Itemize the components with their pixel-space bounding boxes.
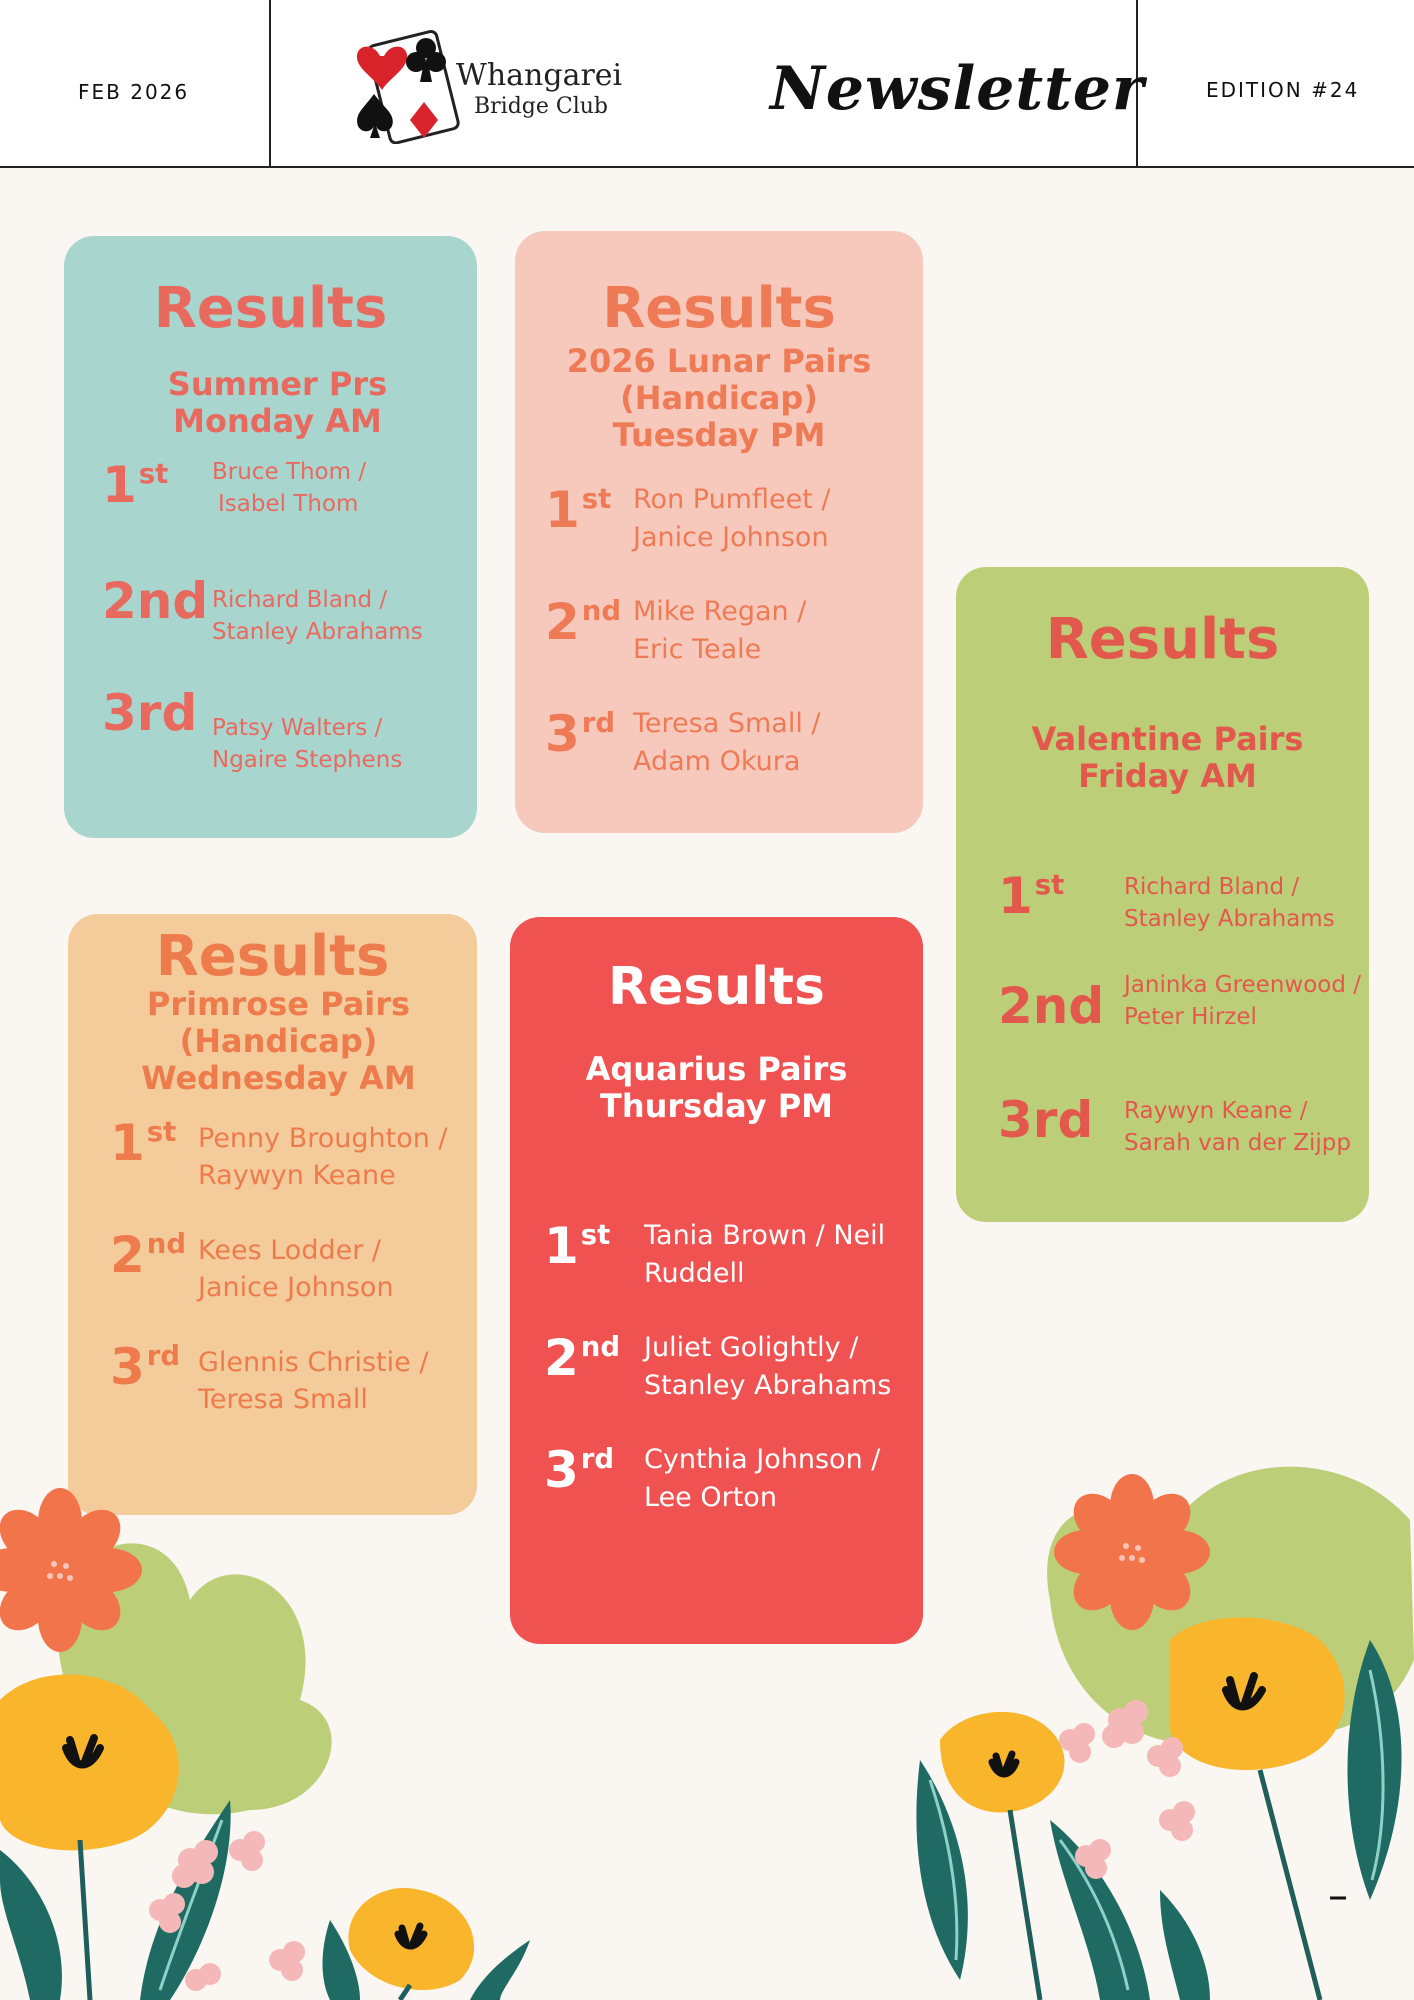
results-card-friday — [956, 567, 1369, 1222]
player-pair-line: Lee Orton — [644, 1482, 777, 1513]
player-pair-line: Sarah van der Zijpp — [1124, 1130, 1351, 1156]
results-card-wednesday — [68, 914, 477, 1515]
player-pair-line: Raywyn Keane / — [1124, 1098, 1308, 1124]
player-pair-line: Peter Hirzel — [1124, 1004, 1257, 1030]
player-pair-line: Raywyn Keane — [198, 1160, 396, 1191]
second-place-label: 2nd — [545, 593, 622, 651]
third-place-names — [1124, 1095, 1351, 1159]
card-title: Results — [608, 957, 825, 1017]
player-pair-line: Patsy Walters / — [212, 715, 383, 741]
first-place-label: 1st — [545, 481, 612, 539]
flower-decoration-left-icon — [0, 1480, 560, 2000]
player-pair-line: Mike Regan / — [633, 596, 807, 627]
player-pair-line: Ruddell — [644, 1258, 745, 1289]
third-place-label: 3rd — [110, 1338, 181, 1396]
second-place-names — [633, 593, 806, 669]
player-pair-line: Glennis Christie / — [198, 1347, 429, 1378]
third-place-names — [644, 1441, 880, 1517]
third-place-label: 3rd — [102, 684, 198, 742]
first-place-label: 1st — [110, 1114, 177, 1172]
player-pair-line: Ngaire Stephens — [212, 747, 403, 773]
event-session: Monday AM — [173, 402, 382, 440]
first-place-names — [212, 456, 366, 520]
results-card-thursday — [510, 917, 923, 1644]
second-place-label: 2nd — [110, 1226, 187, 1284]
player-pair-line: Richard Bland / — [1124, 874, 1300, 900]
player-pair-line: Teresa Small / — [633, 708, 821, 739]
player-pair-line: Janice Johnson — [198, 1272, 394, 1303]
first-place-label: 1st — [998, 867, 1065, 925]
third-place-label: 3rd — [545, 705, 616, 763]
third-place-label: 3rd — [544, 1441, 615, 1499]
second-place-names — [212, 584, 423, 648]
player-pair-line: Stanley Abrahams — [644, 1370, 892, 1401]
player-pair-line: Penny Broughton / — [198, 1123, 448, 1154]
event-name: Summer Prs — [167, 365, 388, 403]
third-place-label: 3rd — [998, 1091, 1094, 1149]
card-title: Results — [155, 924, 390, 989]
player-pair-line: Stanley Abrahams — [1124, 906, 1335, 932]
results-card-tuesday — [515, 231, 923, 833]
event-session: Tuesday PM — [612, 416, 826, 454]
player-pair-line: Janice Johnson — [633, 522, 829, 553]
event-handicap: (Handicap) — [620, 379, 818, 417]
player-pair-line: Bruce Thom / — [212, 459, 367, 485]
second-place-names — [644, 1329, 891, 1405]
flower-decoration-right-icon — [900, 1440, 1414, 2000]
event-name: Aquarius Pairs — [585, 1050, 848, 1088]
player-pair-line: Tania Brown / Neil — [644, 1220, 886, 1251]
results-card-monday — [64, 236, 477, 838]
player-pair-line: Eric Teale — [633, 634, 762, 665]
player-pair-line: Janinka Greenwood / — [1124, 972, 1362, 998]
player-pair-line: Teresa Small — [198, 1384, 368, 1415]
club-name: Whangarei — [456, 58, 623, 93]
event-session: Friday AM — [1078, 757, 1257, 795]
third-place-names — [633, 705, 821, 781]
player-pair-line: Isabel Thom — [218, 491, 359, 517]
first-place-names — [1124, 871, 1335, 935]
issue-date: FEB 2026 — [78, 80, 190, 104]
event-session: Thursday PM — [599, 1087, 834, 1125]
header-divider — [269, 0, 271, 166]
first-place-names — [644, 1217, 885, 1293]
player-pair-line: Adam Okura — [633, 746, 801, 777]
card-title: Results — [1045, 607, 1280, 672]
player-pair-line: Juliet Golightly / — [644, 1332, 859, 1363]
edition-number: EDITION #24 — [1206, 78, 1360, 102]
third-place-names — [212, 712, 402, 776]
second-place-names — [1124, 969, 1361, 1033]
first-place-names — [633, 481, 830, 557]
newsletter-header — [0, 0, 1414, 168]
newsletter-title: Newsletter — [770, 54, 1145, 124]
second-place-label: 2nd — [998, 977, 1105, 1035]
player-pair-line: Ron Pumfleet / — [633, 484, 831, 515]
player-pair-line: Kees Lodder / — [198, 1235, 381, 1266]
club-name-sub: Bridge Club — [474, 94, 609, 119]
event-name: 2026 Lunar Pairs — [566, 342, 872, 380]
second-place-names — [198, 1232, 394, 1306]
card-title: Results — [602, 276, 836, 341]
event-session: Wednesday AM — [141, 1059, 416, 1097]
first-place-label: 1st — [102, 456, 169, 514]
second-place-label: 2nd — [102, 572, 209, 630]
third-place-names — [198, 1344, 428, 1418]
event-name: Valentine Pairs — [1031, 720, 1304, 758]
player-pair-line: Stanley Abrahams — [212, 619, 423, 645]
player-pair-line: Cynthia Johnson / — [644, 1444, 881, 1475]
first-place-names — [198, 1120, 448, 1194]
second-place-label: 2nd — [544, 1329, 621, 1387]
first-place-label: 1st — [544, 1217, 611, 1275]
card-title: Results — [153, 276, 388, 341]
player-pair-line: Richard Bland / — [212, 587, 388, 613]
event-name: Primrose Pairs — [146, 985, 411, 1023]
event-handicap: (Handicap) — [179, 1022, 378, 1060]
